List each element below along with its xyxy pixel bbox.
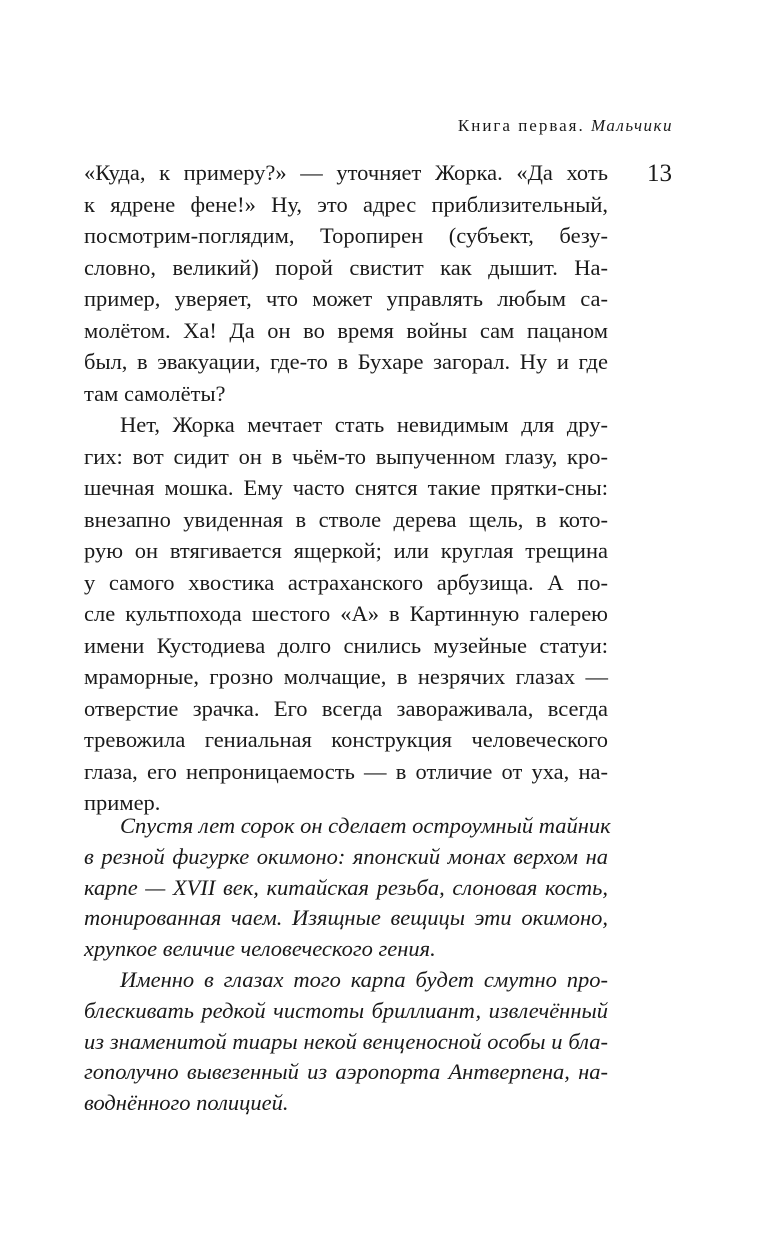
text-line: посмотрим-поглядим, Торопирен (субъект, безу- xyxy=(84,223,608,248)
text-line: Нет, Жорка мечтает стать невидимым для дру- xyxy=(120,412,608,437)
text-line: воднённого полицией. xyxy=(84,1090,289,1116)
text-line: имени Кустодиева долго снились музейные статуи: xyxy=(84,632,608,658)
paragraph-1 xyxy=(84,157,608,409)
text-line: мраморные, грозно молчащие, в незрячих глазах — xyxy=(84,664,608,689)
text-line: тревожила гениальная конструкция человеческого xyxy=(84,727,608,752)
text-line: рую он втягивается ящеркой; или круглая трещина xyxy=(84,538,608,563)
text-line: Спустя лет сорок он сделает остроумный тайник xyxy=(120,813,611,838)
text-line: был, в эвакуации, где-то в Бухаре загорал. Ну и где xyxy=(84,349,608,374)
running-head-book: Книга первая. xyxy=(457,116,585,135)
text-line: у самого хвостика астраханского арбузища. А по- xyxy=(84,569,608,595)
text-line: в резной фигурке окимоно: японский монах верхом на xyxy=(84,843,608,869)
text-line: молётом. Ха! Да он во время войны сам пацаном xyxy=(84,317,608,343)
text-line: шечная мошка. Ему часто снятся такие прятки-сны: xyxy=(84,475,608,500)
text-line: сле культпохода шестого «А» в Картинную галерею xyxy=(84,601,608,626)
text-line: глаза, его непроницаемость — в отличие от уха, на- xyxy=(84,758,608,784)
text-line: Именно в глазах того карпа будет смутно про- xyxy=(120,966,608,992)
text-line: внезапно увиденная в стволе дерева щель, в кото- xyxy=(84,506,608,532)
italic-paragraph-2 xyxy=(84,965,608,1119)
italic-paragraph-1 xyxy=(84,811,611,965)
main-text xyxy=(84,157,608,819)
text-line: отверстие зрачка. Его всегда завораживала, всегда xyxy=(84,695,608,721)
page-number: 13 xyxy=(647,160,672,187)
text-line: пример, уверяет, что может управлять любым са- xyxy=(84,286,608,311)
text-line: словно, великий) порой свистит как дышит. На- xyxy=(84,254,608,280)
text-line: блескивать редкой чистоты бриллиант, извлечённый xyxy=(84,997,608,1023)
text-line: «Куда, к примеру?» — уточняет Жорка. «Да хоть xyxy=(84,160,608,185)
text-line: гих: вот сидит он в чьём-то выпученном глазу, кро- xyxy=(84,443,608,469)
text-line: там самолёты? xyxy=(84,380,226,406)
running-head-section: Мальчики xyxy=(591,116,673,135)
text-line: карпе — XVII век, китайская резьба, слоновая кость, xyxy=(84,874,608,900)
text-line: гополучно вывезенный из аэропорта Антверпена, на- xyxy=(84,1059,608,1085)
text-line: тонированная чаем. Изящные вещицы эти окимоно, xyxy=(84,905,608,931)
running-head xyxy=(458,116,673,136)
text-line: хрупкое величие человеческого гения. xyxy=(84,936,436,962)
italic-text xyxy=(84,811,611,1119)
text-line: к ядрене фене!» Ну, это адрес приблизительный, xyxy=(84,191,608,217)
text-line: пример. xyxy=(84,790,161,815)
text-line: из знаменитой тиары некой венценосной особы и бла- xyxy=(84,1028,608,1054)
paragraph-2 xyxy=(84,409,608,819)
